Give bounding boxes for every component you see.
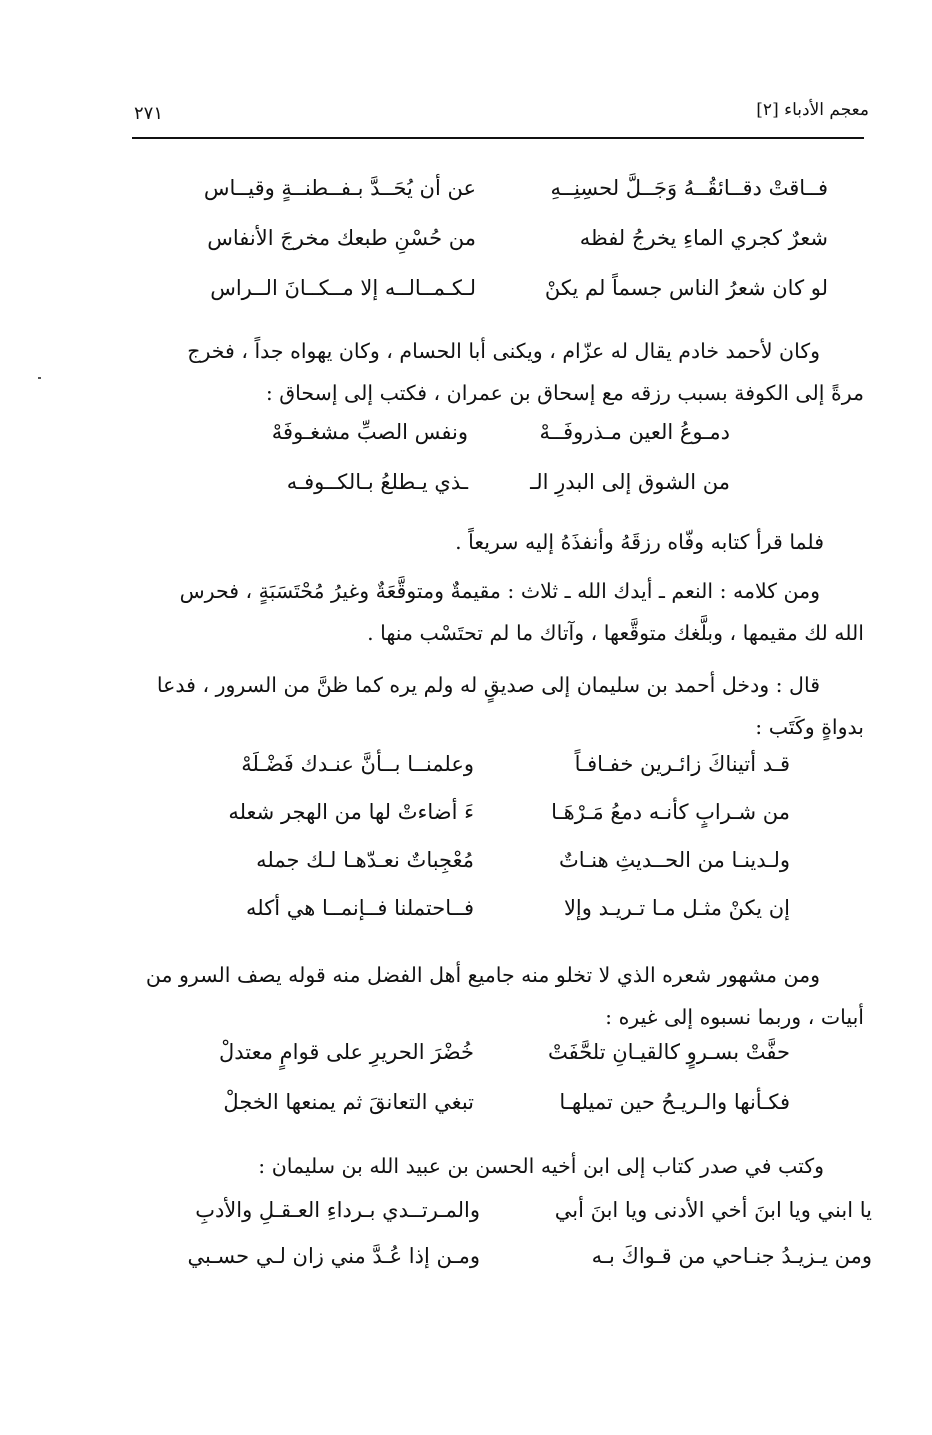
paragraph bbox=[126, 570, 864, 654]
poem-block-1 bbox=[168, 176, 828, 316]
verse-line bbox=[214, 1040, 790, 1080]
verse-line bbox=[168, 226, 828, 266]
verse-first-hemistich: إن يكنْ مثـل مـا تـريـد وإلا bbox=[563, 896, 790, 920]
verse-second-hemistich: ونفس الصبِّ مشغـوفَهْ bbox=[271, 420, 468, 444]
paragraph bbox=[126, 954, 864, 1038]
paragraph-line: مرةً إلى الكوفة بسبب رزقه مع إسحاق بن عمران ، فكتب إلى إسحاق : bbox=[265, 381, 864, 405]
verse-first-hemistich: ومن يـزيـدُ جنـاحي من قـواكَ بـه bbox=[591, 1244, 872, 1268]
verse-first-hemistich: قـد أتيناكَ زائـرين خفـافـاً bbox=[574, 752, 790, 776]
verse-line bbox=[268, 420, 730, 460]
paragraph-line: ومن كلامه : النعم ـ أيدك الله ـ ثلاث : مقيمةٌ ومتوقَّعَةٌ وغيرُ مُحْتَسَبَةٍ ، فحرس bbox=[179, 579, 820, 603]
verse-second-hemistich: ـذي يـطلعُ بـالكــوفـه bbox=[286, 470, 468, 494]
verse-second-hemistich: من حُسْنِ طبعك مخرجَ الأنفاس bbox=[207, 226, 476, 250]
poem-block-2 bbox=[268, 420, 730, 520]
verse-second-hemistich: فــاحتملنا فــإنمــا هي أكله bbox=[246, 896, 474, 920]
verse-first-hemistich: فــاقتْ دقــائقُــهُ وَجَــلَّ لحسِنِــهِ bbox=[550, 176, 828, 200]
poem-block-4 bbox=[214, 1040, 790, 1140]
header-divider bbox=[132, 137, 864, 139]
poem-block-5 bbox=[132, 1198, 872, 1298]
verse-first-hemistich: شعرٌ كجري الماءِ يخرجُ لفظه bbox=[579, 226, 828, 250]
verse-second-hemistich: والمـرتــدي بـرداءِ العـقـلِ والأدبِ bbox=[195, 1198, 480, 1222]
verse-second-hemistich: ءَ أضاءتْ لها من الهجر شعله bbox=[228, 800, 474, 824]
verse-second-hemistich: لـكـمــالــه إلا مــكــانَ الــراس bbox=[210, 276, 476, 300]
verse-second-hemistich: ومـن إذا عُـدَّ مني زان لـي حسـبي bbox=[187, 1244, 480, 1268]
paragraph-line: بدواةٍ وكَتَب : bbox=[755, 715, 864, 739]
verse-first-hemistich: يا ابني ويا ابنَ أخي الأدنى ويا ابنَ أبي bbox=[554, 1198, 872, 1222]
verse-line bbox=[132, 1244, 872, 1284]
paragraph-line: ومن مشهور شعره الذي لا تخلو منه جاميع أهل الفضل منه قوله يصف السرو من bbox=[145, 963, 820, 987]
scan-speck bbox=[38, 377, 41, 379]
verse-line bbox=[268, 470, 730, 510]
verse-first-hemistich: من شـرابٍ كأنـه دمعُ مَـرْهَـا bbox=[551, 800, 790, 824]
paragraph bbox=[126, 664, 864, 748]
verse-first-hemistich: ولـدينـا من الحــديثِ هنـاتٌ bbox=[558, 848, 790, 872]
verse-line bbox=[168, 176, 828, 216]
verse-line bbox=[214, 1090, 790, 1130]
verse-first-hemistich: من الشوق إلى البدرِ الـ bbox=[530, 470, 730, 494]
paragraph-line: أبيات ، وربما نسبوه إلى غيره : bbox=[605, 1005, 864, 1029]
verse-second-hemistich: عن أن يُحَــدَّ بـفــطنــةٍ وقيــاس bbox=[203, 176, 476, 200]
running-header-title: معجم الأدباء [٢] bbox=[756, 100, 869, 120]
verse-second-hemistich: مُعْجِباتٌ نعـدّهـا لـك جمله bbox=[256, 848, 474, 872]
paragraph: وكتب في صدر كتاب إلى ابن أخيه الحسن بن عبيد الله بن سليمان : bbox=[258, 1154, 824, 1178]
verse-second-hemistich: خُضْرَ الحريرِ على قوامٍ معتدلْ bbox=[219, 1040, 474, 1064]
page-number: ٢٧١ bbox=[134, 103, 164, 124]
paragraph: فلما قرأ كتابه وفّاه رزقَهُ وأنفذَهُ إليه سريعاً . bbox=[455, 530, 824, 554]
verse-line bbox=[214, 752, 790, 792]
verse-first-hemistich: فكـأنها والـريـحُ حين تميلهـا bbox=[559, 1090, 790, 1114]
verse-line bbox=[214, 848, 790, 888]
verse-line bbox=[132, 1198, 872, 1238]
verse-first-hemistich: حفَّتْ بسـروٍ كالقيـانِ تلحَّفَتْ bbox=[547, 1040, 790, 1064]
verse-line bbox=[214, 800, 790, 840]
verse-line bbox=[214, 896, 790, 936]
verse-first-hemistich: دمـوعُ العين مـذروفَــهْ bbox=[539, 420, 730, 444]
paragraph bbox=[126, 330, 864, 414]
verse-line bbox=[168, 276, 828, 316]
poem-block-3 bbox=[214, 752, 790, 932]
verse-second-hemistich: وعلمنــا بــأنَّ عنـدك فَضْـلَهْ bbox=[241, 752, 474, 776]
verse-second-hemistich: تبغي التعانقَ ثم يمنعها الخجلْ bbox=[223, 1090, 474, 1114]
paragraph-line: وكان لأحمد خادم يقال له عزّام ، ويكنى أبا الحسام ، وكان يهواه جداً ، فخرج bbox=[187, 339, 820, 363]
paragraph-line: قال : ودخل أحمد بن سليمان إلى صديقٍ له ولم يره كما ظنَّ من السرور ، فدعا bbox=[156, 673, 820, 697]
verse-first-hemistich: لو كان شعرُ الناس جسماً لم يكنْ bbox=[544, 276, 828, 300]
paragraph-line: الله لك مقيمها ، وبلَّغك متوقَّعها ، وآتاك ما لم تحتَسْب منها . bbox=[367, 621, 864, 645]
